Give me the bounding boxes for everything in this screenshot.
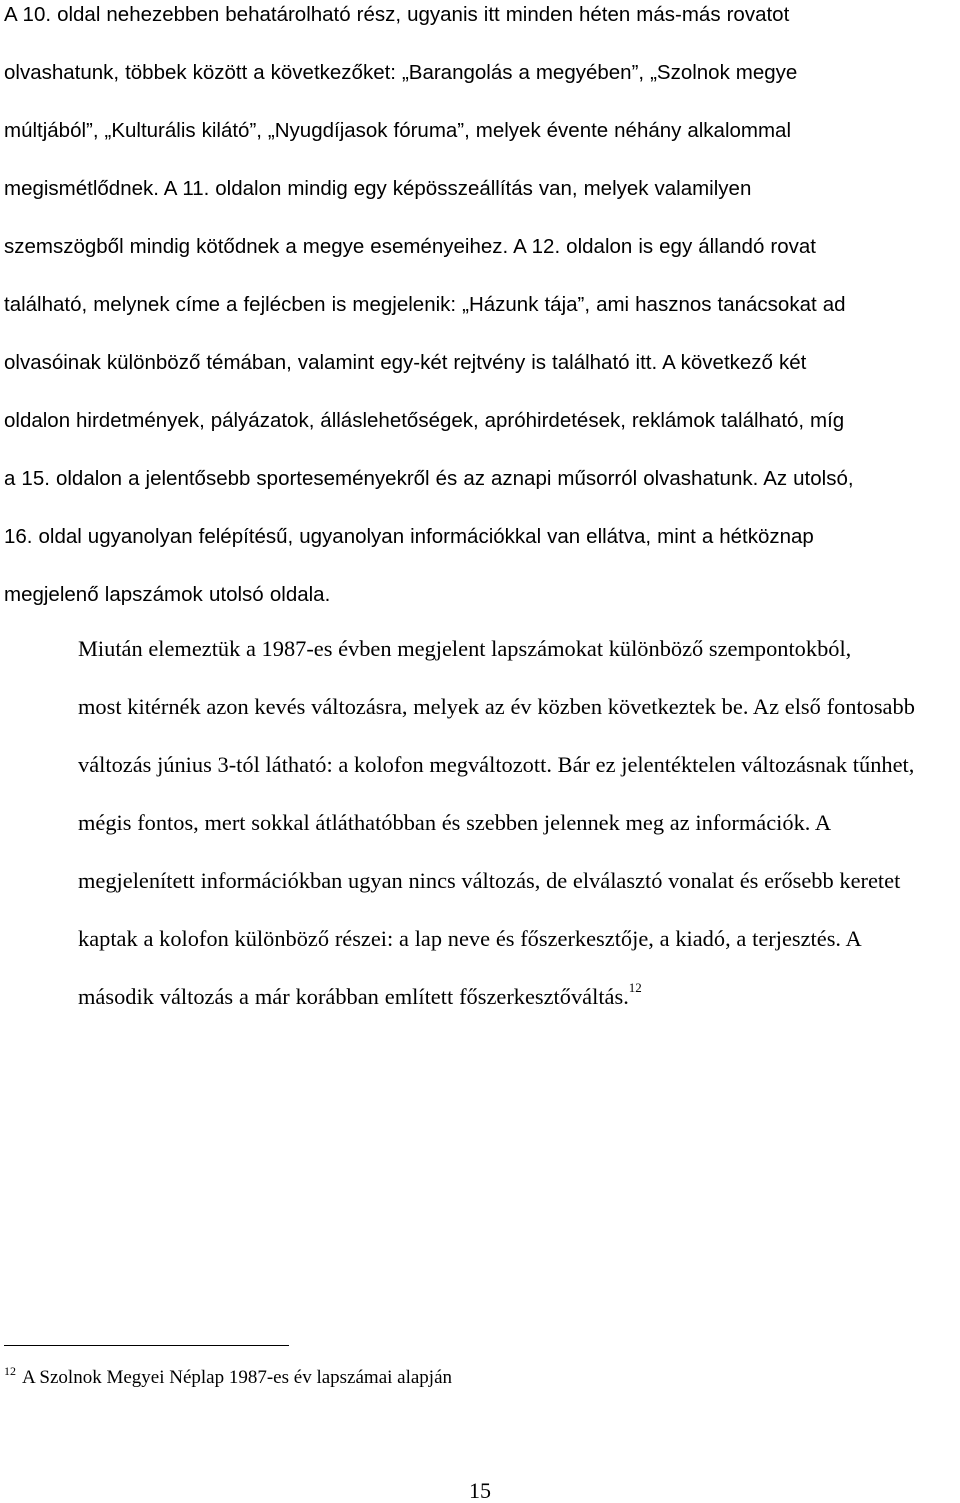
page-number: 15 bbox=[469, 1478, 491, 1503]
paragraph-line: 16. oldal ugyanolyan felépítésű, ugyanolyan információkkal van ellátva, mint a hétköznap bbox=[4, 525, 814, 548]
paragraph-line: olvasóinak különböző témában, valamint egy-két rejtvény is található itt. A következő két bbox=[4, 351, 807, 374]
paragraph-line: Miután elemeztük a 1987-es évben megjelent lapszámokat különböző szempontokból, bbox=[78, 636, 852, 661]
paragraph-line: megismétlődnek. A 11. oldalon mindig egy képösszeállítás van, melyek valamilyen bbox=[4, 177, 752, 200]
paragraph-line: található, melynek címe a fejlécben is megjelenik: „Házunk tája”, ami hasznos tanácsokat ad bbox=[4, 293, 846, 316]
paragraph-line: kaptak a kolofon különböző részei: a lap neve és főszerkesztője, a kiadó, a terjesztés. A bbox=[78, 926, 862, 951]
paragraph-line-text: második változás a már korábban említett főszerkesztőváltás. bbox=[78, 984, 629, 1009]
footnote-marker: 12 bbox=[4, 1364, 16, 1378]
footnote-separator bbox=[4, 1345, 289, 1346]
paragraph-line: megjelenített információkban ugyan nincs változás, de elválasztó vonalat és erősebb keretet bbox=[78, 868, 901, 893]
footnote-text: A Szolnok Megyei Néplap 1987-es év lapszámai alapján bbox=[22, 1367, 453, 1388]
paragraph-line: változás június 3-tól látható: a kolofon megváltozott. Bár ez jelentéktelen változásnak tűnhet, bbox=[78, 752, 915, 777]
paragraph-line: szemszögből mindig kötődnek a megye eseményeihez. A 12. oldalon is egy állandó rovat bbox=[4, 235, 816, 258]
paragraph-line-last bbox=[4, 968, 955, 1026]
paragraph-line: most kitérnék azon kevés változásra, melyek az év közben következtek be. Az első fontosabb bbox=[78, 694, 915, 719]
paragraph-line: mégis fontos, mert sokkal átláthatóbban és szebben jelennek meg az információk. A bbox=[78, 810, 832, 835]
footnote bbox=[4, 1366, 904, 1390]
footnote-reference[interactable]: 12 bbox=[628, 980, 642, 995]
paragraph-changes-1987 bbox=[4, 620, 955, 1026]
paragraph-line: oldalon hirdetmények, pályázatok, álláslehetőségek, apróhirdetések, reklámok található, míg bbox=[4, 409, 845, 432]
paragraph-line: A 10. oldal nehezebben behatárolható rész, ugyanis itt minden héten más-más rovatot bbox=[4, 3, 790, 26]
paragraph-line: múltjából”, „Kulturális kilátó”, „Nyugdíjasok fóruma”, melyek évente néhány alkalommal bbox=[4, 119, 792, 142]
paragraph-line: a 15. oldalon a jelentősebb sporteseményekről és az aznapi műsorról olvashatunk. Az utolsó, bbox=[4, 467, 854, 490]
paragraph-line: megjelenő lapszámok utolsó oldala. bbox=[4, 583, 331, 606]
paragraph-magazine-sections bbox=[4, 0, 955, 624]
paragraph-line: olvashatunk, többek között a következőket: „Barangolás a megyében”, „Szolnok megye bbox=[4, 61, 798, 84]
